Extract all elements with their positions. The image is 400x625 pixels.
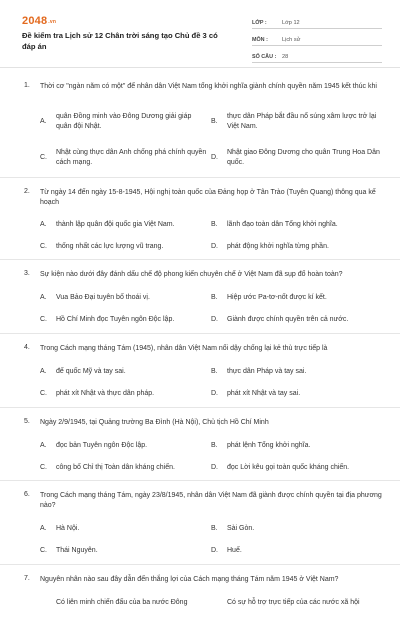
document-meta — [252, 15, 382, 66]
meta-row-class — [252, 15, 382, 29]
option-text: Sài Gòn. — [227, 525, 255, 532]
question-list — [0, 80, 400, 625]
question-item — [0, 481, 400, 565]
option-text: thực dân Pháp và tay sai. — [227, 368, 307, 375]
option-text: phát lệnh Tổng khởi nghĩa. — [227, 442, 311, 449]
meta-label: LỚP : — [252, 20, 267, 26]
logo-text: 2048 — [22, 15, 48, 27]
question-text: Trong Cách mạng tháng Tám, ngày 23/8/1945, nhân dân Việt Nam đã giành được chính quyền tại địa phương nào? — [40, 492, 382, 509]
question-text: Thời cơ "ngàn năm có một" để nhân dân Việt Nam tổng khởi nghĩa giành chính quyền năm 1945 kết thúc khi — [40, 83, 377, 90]
meta-value: Lớp 12 — [282, 20, 300, 26]
option-text: phát xít Nhật và thực dân pháp. — [56, 390, 155, 397]
option-text: đọc Lời kêu gọi toàn quốc kháng chiến. — [227, 464, 350, 471]
option-letter: A. — [40, 368, 47, 375]
option-letter: A. — [40, 442, 47, 449]
option-text: Hiệp ước Pa-tơ-nốt được kí kết. — [227, 294, 327, 301]
option-text: phát xít Nhật và tay sai. — [227, 390, 301, 397]
option-letter: A. — [40, 118, 47, 125]
option-letter: C. — [40, 154, 47, 161]
option-text: Nhật giao Đông Dương cho quân Trung Hoa Dân quốc. — [227, 149, 380, 166]
option-letter: C. — [40, 390, 47, 397]
option-text: Giành được chính quyền trên cả nước. — [227, 316, 349, 323]
meta-label: MÔN : — [252, 37, 268, 43]
question-text: Trong Cách mạng tháng Tám (1945), nhân dân Việt Nam nổi dậy chống lại kẻ thù trực tiếp là — [40, 345, 328, 352]
option-letter: A. — [40, 525, 47, 532]
option-text: Nhật cùng thực dân Anh chống phá chính quyền cách mạng. — [56, 149, 207, 166]
option-text: Huế. — [227, 547, 242, 554]
question-number: 4. — [24, 344, 30, 351]
question-number: 1. — [24, 82, 30, 89]
question-number: 5. — [24, 418, 30, 425]
option-text: Có liên minh chiến đấu của ba nước Đông — [56, 599, 188, 606]
option-text: Hồ Chí Minh đọc Tuyên ngôn Độc lập. — [56, 316, 175, 323]
option-letter: B. — [211, 368, 218, 375]
meta-value: Lịch sử — [282, 37, 301, 43]
question-text: Sự kiện nào dưới đây đánh dấu chế độ phong kiến chuyên chế ở Việt Nam đã sụp đổ hoàn toàn? — [40, 271, 343, 278]
option-text: đọc bản Tuyên ngôn Độc lập. — [56, 442, 148, 449]
question-item — [0, 260, 400, 334]
option-letter: D. — [211, 547, 218, 554]
question-number: 6. — [24, 491, 30, 498]
option-letter: C. — [40, 464, 47, 471]
question-number: 2. — [24, 188, 30, 195]
option-text: Có sự hỗ trợ trực tiếp của các nước xã hội — [227, 599, 360, 606]
option-text: quân Đồng minh vào Đông Dương giải giáp quân đội Nhật. — [56, 113, 192, 130]
option-letter: B. — [211, 118, 218, 125]
question-item — [0, 80, 400, 178]
document-title: Đề kiểm tra Lịch sử 12 Chân trời sáng tạo Chủ đề 3 có đáp án — [22, 31, 218, 51]
option-letter: C. — [40, 243, 47, 250]
option-letter: B. — [211, 442, 218, 449]
question-item — [0, 178, 400, 260]
option-letter: D. — [211, 316, 218, 323]
site-logo[interactable] — [22, 15, 56, 27]
meta-value: 28 — [282, 54, 289, 60]
option-text: lãnh đạo toàn dân Tổng khởi nghĩa. — [227, 221, 338, 228]
question-number: 7. — [24, 575, 30, 582]
meta-row-question-count — [252, 49, 382, 63]
option-letter: D. — [211, 154, 218, 161]
document-header — [0, 0, 400, 68]
option-letter: B. — [211, 525, 218, 532]
question-number: 3. — [24, 270, 30, 277]
option-letter: D. — [211, 464, 218, 471]
meta-row-subject — [252, 32, 382, 46]
question-text: Nguyên nhân nào sau đây dẫn đến thắng lợi của Cách mạng tháng Tám năm 1945 ở Việt Nam? — [40, 576, 339, 583]
option-letter: A. — [40, 294, 47, 301]
question-item — [0, 334, 400, 408]
option-text: Thái Nguyên. — [56, 547, 98, 554]
question-item — [0, 565, 400, 625]
question-text: Ngày 2/9/1945, tại Quảng trường Ba Đình (Hà Nội), Chủ tịch Hồ Chí Minh — [40, 419, 269, 426]
logo-suffix: .vn — [48, 19, 57, 25]
option-text: phát động khởi nghĩa từng phần. — [227, 243, 329, 250]
option-letter: C. — [40, 547, 47, 554]
option-text: thống nhất các lực lượng vũ trang. — [56, 243, 164, 250]
option-text: đế quốc Mỹ và tay sai. — [56, 368, 126, 375]
option-text: Vua Bảo Đại tuyên bố thoái vị. — [56, 294, 150, 301]
option-text: thành lập quân đội quốc gia Việt Nam. — [56, 221, 175, 228]
question-item — [0, 408, 400, 481]
option-text: công bố Chỉ thị Toàn dân kháng chiến. — [56, 464, 175, 471]
option-letter: B. — [211, 221, 218, 228]
option-letter: A. — [40, 221, 47, 228]
question-text: Từ ngày 14 đến ngày 15-8-1945, Hội nghị toàn quốc của Đảng họp ở Tân Trào (Tuyên Quang) thông qua kế hoạch — [40, 189, 376, 206]
option-letter: D. — [211, 243, 218, 250]
option-letter: D. — [211, 390, 218, 397]
option-letter: B. — [211, 294, 218, 301]
option-text: thực dân Pháp bắt đầu nổ súng xâm lược trở lại Việt Nam. — [227, 113, 377, 130]
option-letter: C. — [40, 316, 47, 323]
meta-label: SỐ CÂU : — [252, 54, 277, 60]
option-text: Hà Nội. — [56, 525, 80, 532]
